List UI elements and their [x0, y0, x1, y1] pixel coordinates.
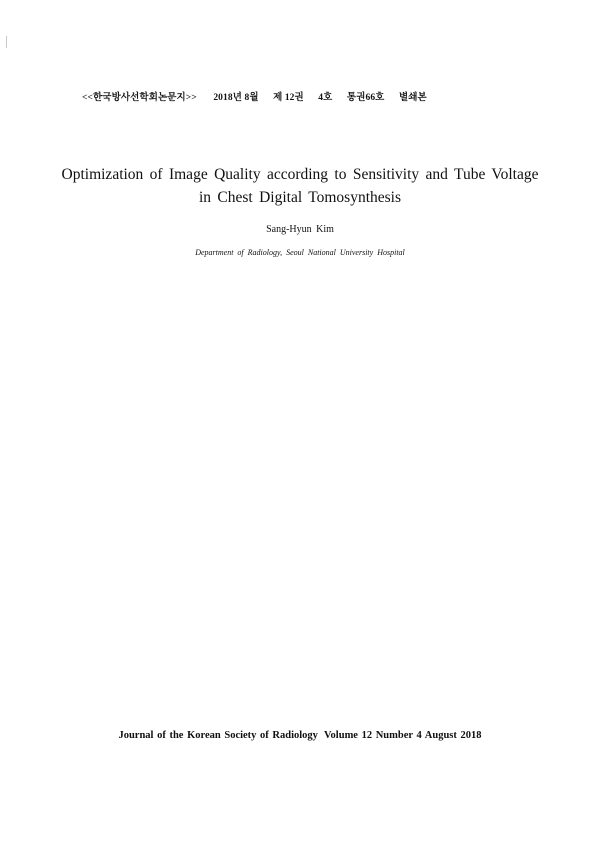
title-line-2: in Chest Digital Tomosynthesis: [198, 189, 402, 206]
journal-name: Journal of the Korean Society of Radiology: [118, 730, 318, 741]
paper-title: [0, 163, 600, 209]
journal-header: [82, 89, 427, 103]
total-issue-number: 통권66호: [346, 93, 385, 103]
volume-info: Volume 12 Number 4 August 2018: [323, 730, 482, 741]
issue-date: 2018년 8월: [213, 93, 259, 103]
scan-edge-mark: [6, 36, 7, 48]
journal-footer: [0, 730, 600, 741]
issue-number: 4호: [318, 93, 333, 103]
offprint-label: 별쇄본: [398, 93, 427, 103]
author-affiliation: Department of Radiology, Seoul National University Hospital: [195, 248, 405, 257]
author-name: Sang-Hyun Kim: [266, 224, 334, 235]
title-line-1: Optimization of Image Quality according to Sensitivity and Tube Voltage: [61, 166, 539, 183]
journal-tag: <<한국방사선학회논문지>>: [82, 93, 197, 103]
volume-number: 제 12권: [273, 93, 304, 103]
